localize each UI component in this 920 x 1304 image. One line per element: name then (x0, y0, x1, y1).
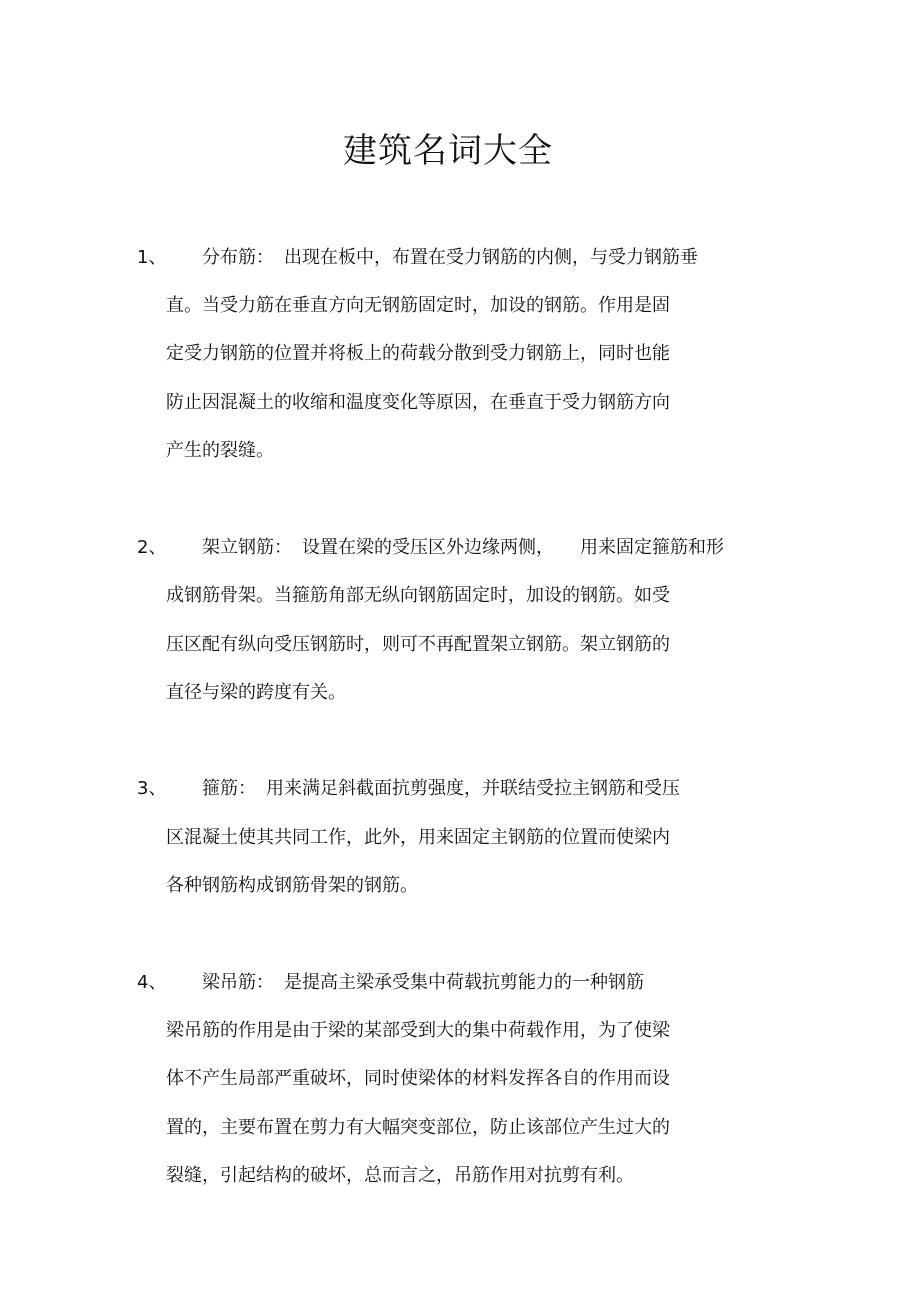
entry-number: 2、 (137, 537, 167, 558)
entry-number: 1、 (137, 247, 167, 268)
entry-line: 防止因混凝土的收缩和温度变化等原因，在垂直于受力钢筋方向 (166, 392, 670, 413)
entry-line: 置的，主要布置在剪力有大幅突变部位，防止该部位产生过大的 (166, 1117, 670, 1138)
entry-text: 用来固定箍筋和形 (580, 537, 724, 558)
entry-line: 成钢筋骨架。当箍筋角部无纵向钢筋固定时，加设的钢筋。如受 (166, 585, 670, 606)
entry-term: 梁吊筋： (202, 972, 274, 993)
entry-line: 直径与梁的跨度有关。 (166, 682, 346, 703)
entry-first-line (202, 776, 680, 802)
entry-line: 产生的裂缝。 (166, 440, 274, 461)
entry-first-line (202, 245, 698, 271)
page-title: 建筑名词大全 (343, 131, 553, 171)
entry-text: 设置在梁的受压区外边缘两侧， (302, 537, 554, 558)
entry-term: 分布筋： (202, 247, 274, 268)
entry-line: 裂缝，引起结构的破坏，总而言之，吊筋作用对抗剪有利。 (166, 1165, 634, 1186)
entry-text: 用来满足斜截面抗剪强度，并联结受拉主钢筋和受压 (266, 778, 680, 799)
entry-term: 架立钢筋： (202, 537, 292, 558)
entry-first-line (202, 970, 644, 996)
entry-number: 3、 (137, 778, 167, 799)
entry-number: 4、 (137, 972, 167, 993)
entry-line: 体不产生局部严重破坏，同时使梁体的材料发挥各自的作用而设 (166, 1068, 670, 1089)
entry-term: 箍筋： (202, 778, 256, 799)
entry-line: 直。当受力筋在垂直方向无钢筋固定时，加设的钢筋。作用是固 (166, 295, 670, 316)
entry-line: 各种钢筋构成钢筋骨架的钢筋。 (166, 875, 418, 896)
entry-text: 是提高主梁承受集中荷载抗剪能力的一种钢筋 (284, 972, 644, 993)
entry-line: 压区配有纵向受压钢筋时，则可不再配置架立钢筋。架立钢筋的 (166, 634, 670, 655)
entry-first-line (202, 535, 724, 561)
entry-line: 区混凝土使其共同工作，此外，用来固定主钢筋的位置而使梁内 (166, 827, 670, 848)
entry-line: 定受力钢筋的位置并将板上的荷载分散到受力钢筋上，同时也能 (166, 343, 670, 364)
entry-text: 出现在板中，布置在受力钢筋的内侧，与受力钢筋垂 (284, 247, 698, 268)
entry-line: 梁吊筋的作用是由于梁的某部受到大的集中荷载作用，为了使梁 (166, 1020, 670, 1041)
